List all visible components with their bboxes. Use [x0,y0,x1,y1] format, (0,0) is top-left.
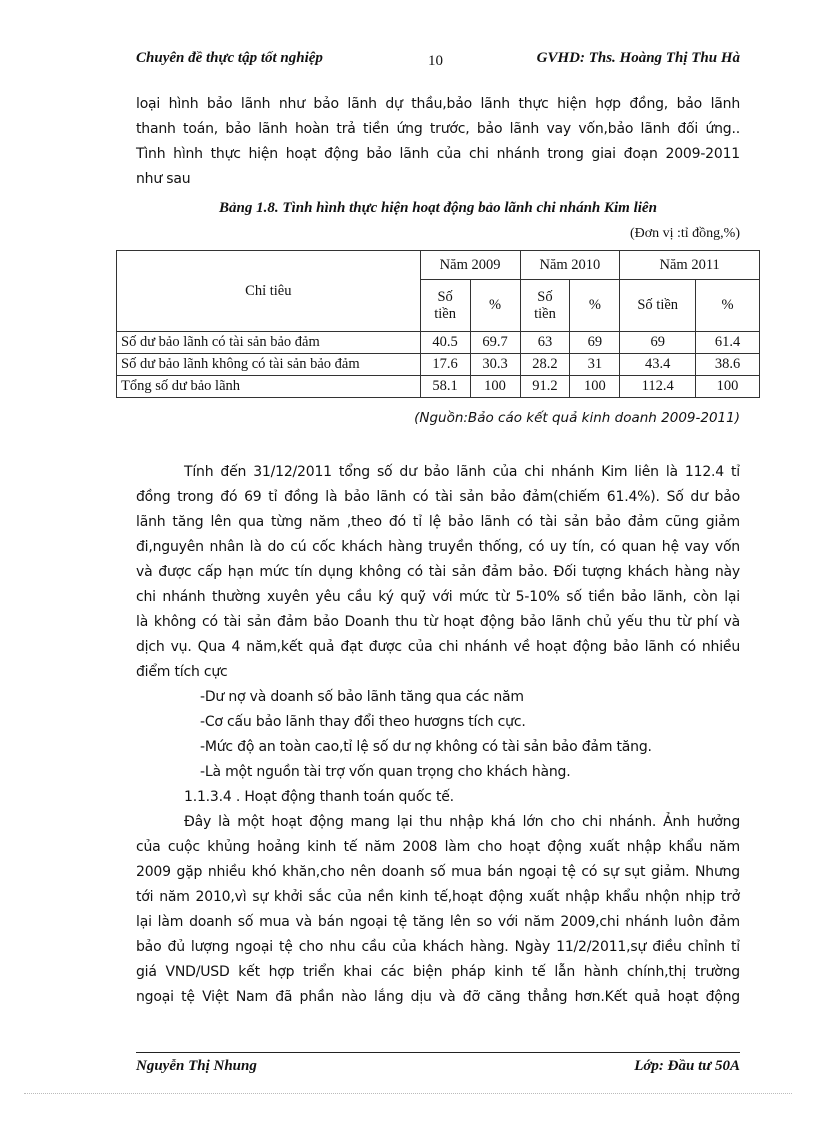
body-line: lãnh tăng lên qua từng năm ,theo đó tỉ lệ bảo lãnh có tài sản bảo đảm cũng giảm [136,514,740,530]
table-source: (Nguồn:Bảo cáo kết quả kinh doanh 2009-2011) [414,410,740,426]
body-line: ngoại tệ Việt Nam đã phần nào lắng dịu và đỡ căng thẳng hơn.Kết quả hoạt động [136,989,740,1005]
body-line: giá VND/USD kết hợp triển khai các biện pháp kinh tế lẫn hành chính,thị trường [136,964,740,980]
table-cell: 112.4 [620,376,696,398]
footer-divider [136,1052,740,1053]
table-cell: 61.4 [696,332,760,354]
page-number: 10 [428,53,443,69]
table-cell: 31 [570,354,620,376]
table-row [117,332,760,354]
indicator-header: Chỉ tiêu [117,251,421,332]
bullet-item: -Mức độ an toàn cao,tỉ lệ số dư nợ không có tài sản bảo đảm tăng. [200,739,652,755]
intro-line: Tình hình thực hiện hoạt động bảo lãnh của chi nhánh trong giai đoạn 2009-2011 [136,146,740,162]
header-advisor: GVHD: Ths. Hoàng Thị Thu Hà [536,50,740,66]
page-header [136,46,740,72]
table-title: Bảng 1.8. Tình hình thực hiện hoạt động bảo lãnh chi nhánh Kim liên [219,200,657,216]
table-cell: 100 [696,376,760,398]
year-header: Năm 2010 [520,251,620,280]
table-unit: (Đơn vị :tỉ đồng,%) [629,226,740,241]
sub-header: Số tiền [520,280,570,332]
guarantee-table [116,250,760,398]
intro-paragraph [136,92,740,192]
bullet-item: -Là một nguồn tài trợ vốn quan trọng cho khách hàng. [200,764,571,780]
table-cell: 63 [520,332,570,354]
table-cell: 91.2 [520,376,570,398]
footer-class: Lớp: Đầu tư 50A [634,1058,740,1074]
main-body [136,460,740,1010]
table-cell: 69 [620,332,696,354]
body-line: và được cấp hạn mức tín dụng không có tài sản đảm bảo. Đối tượng khách hàng này [136,564,740,580]
footer-author: Nguyễn Thị Nhung [136,1058,257,1074]
body-line: chi nhánh thường xuyên yêu cầu ký quỹ với mức từ 5-10% số tiền bảo lãnh, còn lại [136,589,740,605]
row-label: Số dư bảo lãnh không có tài sản bảo đảm [117,354,421,376]
table-cell: 17.6 [420,354,470,376]
table-cell: 43.4 [620,354,696,376]
intro-line: thanh toán, bảo lãnh hoàn trả tiền ứng trước, bảo lãnh vay vốn,bảo lãnh đối ứng.. [136,121,740,137]
table-cell: 100 [470,376,520,398]
body-line: dịch vụ. Qua 4 năm,kết quả đạt được của chi nhánh về hoạt động bảo lãnh có nhiều [136,639,740,655]
sub-header: % [570,280,620,332]
table-row [117,354,760,376]
page-footer [136,1058,740,1082]
sub-header: Số tiền [420,280,470,332]
bullet-item: -Dư nợ và doanh số bảo lãnh tăng qua các năm [200,689,524,705]
header-title: Chuyên đề thực tập tốt nghiệp [136,50,323,66]
table-cell: 100 [570,376,620,398]
intro-line: loại hình bảo lãnh như bảo lãnh dự thầu,bảo lãnh thực hiện hợp đồng, bảo lãnh [136,96,740,112]
intro-line: như sau [136,171,191,187]
year-header: Năm 2011 [620,251,760,280]
body-line: của cuộc khủng hoảng kinh tế năm 2008 làm cho hoạt động xuất nhập khẩu năm [136,839,740,855]
page-edge-divider [24,1093,792,1094]
table-cell: 58.1 [420,376,470,398]
section-heading: 1.1.3.4 . Hoạt động thanh toán quốc tế. [184,789,454,805]
body-line: Đây là một hoạt động mang lại thu nhập khá lớn cho chi nhánh. Ảnh hưởng [184,814,740,830]
body-line: bảo đủ lượng ngoại tệ cho nhu cầu của khách hàng. Ngày 11/2/2011,sự điều chỉnh tỉ [136,939,740,955]
body-line: tới năm 2010,vì sự khởi sắc của nền kinh tế,hoạt động xuất nhập khẩu nhộn nhịp trở [136,889,740,905]
row-label: Số dư bảo lãnh có tài sản bảo đảm [117,332,421,354]
body-line: đồng trong đó 69 tỉ đồng là bảo lãnh có tài sản bảo đảm(chiếm 61.4%). Số dư bảo [136,489,740,505]
bullet-item: -Cơ cấu bảo lãnh thay đổi theo hươgns tích cực. [200,714,526,730]
body-line: Tính đến 31/12/2011 tổng số dư bảo lãnh của chi nhánh Kim liên là 112.4 tỉ [184,464,740,480]
table-cell: 28.2 [520,354,570,376]
sub-header: Số tiền [620,280,696,332]
table-cell: 38.6 [696,354,760,376]
sub-header: % [470,280,520,332]
body-line: điểm tích cực [136,664,228,680]
table-cell: 40.5 [420,332,470,354]
body-line: lại làm doanh số mua và bán ngoại tệ tăng lên so với năm 2009,chi nhánh luôn đảm [136,914,740,930]
table-row [117,376,760,398]
body-line: là không có tài sản đảm bảo Doanh thu từ hoạt động bảo lãnh chủ yếu thu từ phí và [136,614,740,630]
table-cell: 69.7 [470,332,520,354]
body-line: 2009 gặp nhiều khó khăn,cho nên doanh số mua bán ngoại tệ có sự sụt giảm. Nhưng [136,864,740,880]
year-header: Năm 2009 [420,251,520,280]
row-label: Tổng số dư bảo lãnh [117,376,421,398]
table-cell: 30.3 [470,354,520,376]
sub-header: % [696,280,760,332]
body-line: đi,nguyên nhân là do cú cốc khách hàng truyền thống, có uy tín, có quan hệ vay vốn [136,539,740,555]
table-cell: 69 [570,332,620,354]
